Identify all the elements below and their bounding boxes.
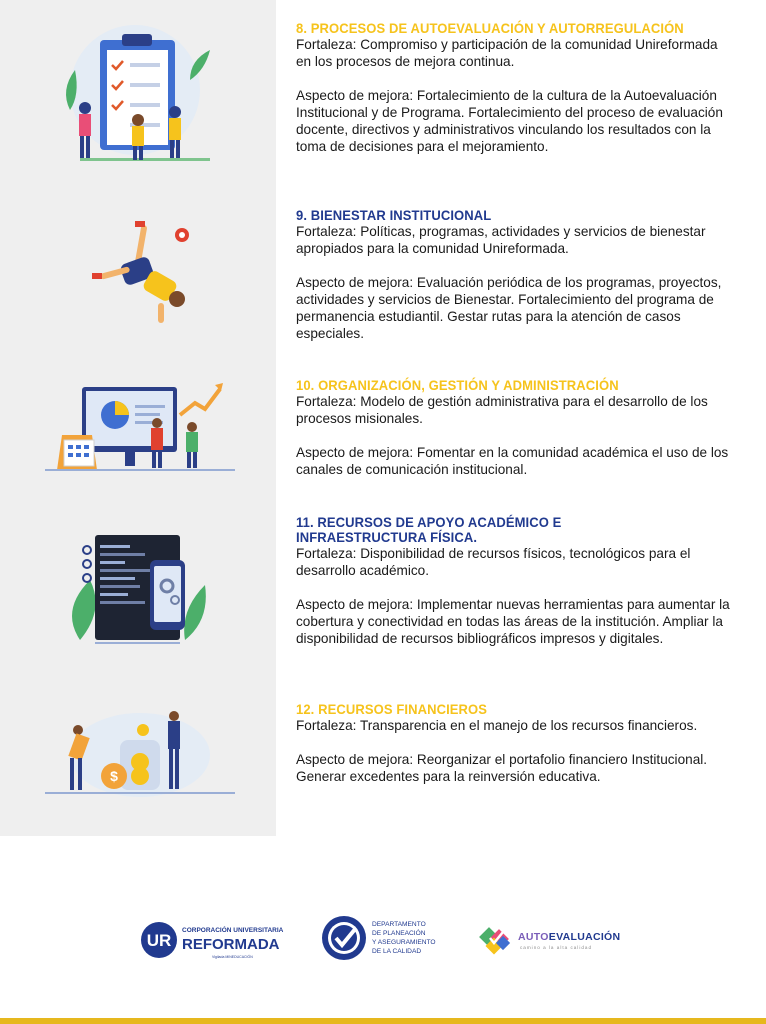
reformada-line2: REFORMADA (182, 936, 280, 953)
planeacion-logo (320, 914, 450, 966)
footer-logos (0, 900, 766, 980)
planeacion-line4: DE LA CALIDAD (372, 948, 422, 955)
svg-text:AUTOEVALUACIÓN (518, 930, 620, 943)
section-improvement: Aspecto de mejora: Reorganizar el portafolio financiero Institucional. Generar excedentes para la reinversión educativa. (296, 752, 708, 784)
section-title: 12. RECURSOS FINANCIEROS (296, 701, 488, 717)
savings-coins-illustration (40, 700, 240, 800)
reformada-logo (140, 920, 290, 964)
section-strength: Fortaleza: Modelo de gestión administrativa para el desarrollo de los procesos misionales. (296, 394, 708, 426)
planeacion-line1: DEPARTAMENTO (372, 921, 426, 928)
section-improvement: Aspecto de mejora: Fomentar en la comunidad académica el uso de los canales de comunicación institucional. (296, 445, 729, 477)
planeacion-line3: Y ASEGURAMIENTO (372, 939, 436, 946)
code-phone-illustration (40, 520, 240, 650)
section-autoevaluacion (296, 21, 736, 155)
section-bienestar (296, 208, 736, 342)
section-recursos-apoyo (296, 515, 736, 647)
checklist-board-illustration (40, 20, 240, 170)
section-improvement: Aspecto de mejora: Fortalecimiento de la cultura de la Autoevaluación Institucional y de Programa. Fortalecimiento del proceso de evaluación docente, directivos y administrativos vinculando los resultados con la toma de decisiones para el mejoramiento. (296, 88, 723, 154)
section-title: 8. PROCESOS DE AUTOEVALUACIÓN Y AUTORREGULACIÓN (296, 20, 684, 36)
reformada-tagline: Vigilada MINEDUCACIÓN (212, 955, 253, 959)
section-strength: Fortaleza: Compromiso y participación de la comunidad Unireformada en los procesos de mejora continua. (296, 37, 718, 69)
section-organizacion (296, 378, 736, 478)
reformada-mark: UR (146, 931, 172, 950)
section-title: 10. ORGANIZACIÓN, GESTIÓN Y ADMINISTRACIÓN (296, 377, 619, 393)
autoevaluacion-tagline: camino a la alta calidad (520, 945, 593, 950)
autoevaluacion-logo (478, 920, 628, 960)
section-strength: Fortaleza: Transparencia en el manejo de los recursos financieros. (296, 718, 698, 733)
reformada-line1: CORPORACIÓN UNIVERSITARIA (182, 927, 284, 934)
section-strength: Fortaleza: Disponibilidad de recursos físicos, tecnológicos para el desarrollo académico. (296, 546, 691, 578)
planeacion-line2: DE PLANEACIÓN (372, 930, 426, 937)
section-strength: Fortaleza: Políticas, programas, actividades y servicios de bienestar apropiados para la comunidad Unireformada. (296, 224, 706, 256)
bottom-accent-bar (0, 1018, 766, 1024)
analytics-dashboard-illustration (40, 375, 240, 475)
section-title: 9. BIENESTAR INSTITUCIONAL (296, 207, 492, 223)
bicycle-kick-illustration (40, 215, 240, 325)
section-recursos-financieros (296, 702, 736, 785)
autoevaluacion-brand-a: AUTO (518, 931, 549, 943)
autoevaluacion-brand-b: EVALUACIÓN (548, 931, 621, 943)
section-title-line2: INFRAESTRUCTURA FÍSICA. (296, 529, 478, 545)
section-title-line1: 11. RECURSOS DE APOYO ACADÉMICO E (296, 514, 562, 530)
section-improvement: Aspecto de mejora: Evaluación periódica de los programas, proyectos, actividades y servicios de Bienestar. Fortalecimiento del programa de permanencia estudiantil. Gestar rutas para la atención de casos especiales. (296, 275, 722, 341)
svg-text:$: $ (110, 768, 118, 784)
section-improvement: Aspecto de mejora: Implementar nuevas herramientas para aumentar la cobertura y conectividad en todas las áreas de la institución. Ampliar la disponibilidad de recursos bibliográficos impresos y digitales. (296, 597, 730, 646)
